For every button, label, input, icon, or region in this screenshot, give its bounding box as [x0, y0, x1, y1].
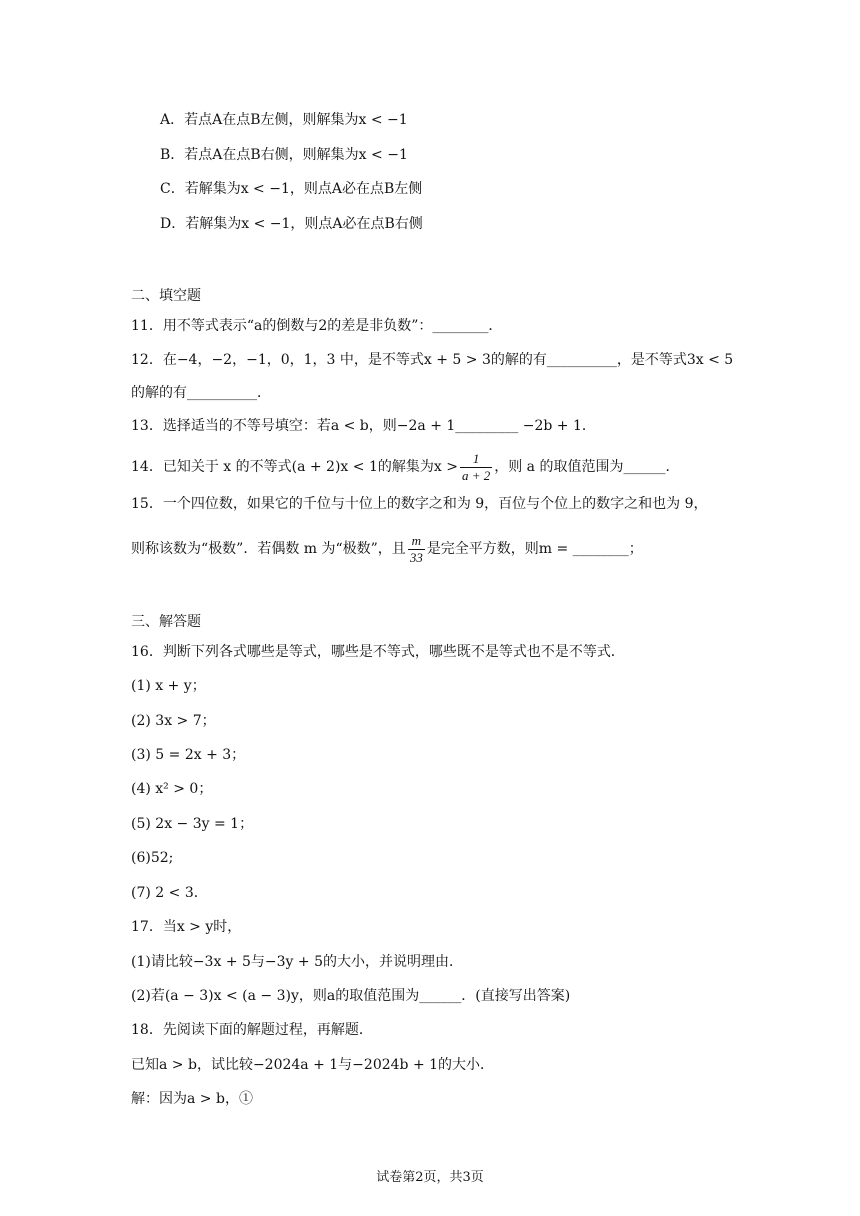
question-16: 16．判断下列各式哪些是等式，哪些是不等式，哪些既不是等式也不是不等式． — [131, 644, 625, 660]
question-11: 11．用不等式表示“a的倒数与2的差是非负数”：________． — [131, 318, 503, 334]
question-17-part-2: (2)若(a − 3)x < (a − 3)y，则a的取值范围为______．(直接写出答案) — [131, 988, 571, 1004]
fraction-numerator: 1 — [472, 450, 480, 466]
question-15-text-after: 是完全平方数，则m = ________； — [426, 541, 643, 557]
question-15-fraction — [408, 533, 425, 566]
q16-item-5: (5) 2x − 3y = 1； — [131, 816, 254, 832]
q16-item-4: (4) x² > 0； — [131, 781, 213, 797]
option-d: D．若解集为x < −1，则点A必在点B右侧 — [160, 216, 423, 232]
option-a: A．若点A在点B左侧，则解集为x < −1 — [160, 112, 408, 128]
fraction-numerator: m — [411, 532, 421, 548]
question-14 — [131, 449, 679, 485]
section-fill-blank-title: 二、填空题 — [131, 288, 201, 304]
fraction-denominator: a + 2 — [461, 467, 491, 483]
question-12-line2: 的解的有__________． — [131, 385, 271, 401]
q16-item-2: (2) 3x > 7； — [131, 713, 216, 729]
section-answer-title: 三、解答题 — [131, 614, 201, 630]
question-15-line2 — [131, 531, 643, 567]
q16-item-1: (1) x + y； — [131, 678, 206, 694]
question-18: 18．先阅读下面的解题过程，再解题． — [131, 1022, 373, 1038]
option-c: C．若解集为x < −1，则点A必在点B左侧 — [160, 181, 423, 197]
question-14-fraction — [460, 451, 492, 484]
question-14-text-after: ，则 a 的取值范围为______． — [494, 459, 680, 475]
question-13: 13．选择适当的不等号填空：若a < b，则−2a + 1_________ −2b + 1． — [131, 418, 596, 434]
question-15-line1: 15．一个四位数，如果它的千位与十位上的数字之和为 9，百位与个位上的数字之和也为 9， — [131, 496, 708, 512]
option-b: B．若点A在点B右侧，则解集为x < −1 — [160, 147, 408, 163]
question-18-given: 已知a > b，试比较−2024a + 1与−2024b + 1的大小． — [131, 1057, 495, 1073]
question-12-line1: 12．在−4，−2，−1，0，1，3 中，是不等式x + 5 > 3的解的有__________，是不等式3x < 5 — [131, 352, 734, 368]
q16-item-6: (6)52; — [131, 850, 174, 866]
question-14-text-before: 14．已知关于 x 的不等式(a + 2)x < 1的解集为x > — [131, 459, 458, 475]
question-17-part-1: (1)请比较−3x + 5与−3y + 5的大小，并说明理由． — [131, 954, 463, 970]
fraction-denominator: 33 — [409, 549, 423, 565]
q16-item-3: (3) 5 = 2x + 3； — [131, 747, 246, 763]
question-18-solution-start: 解：因为a > b，① — [131, 1091, 253, 1107]
q16-item-7: (7) 2 < 3． — [131, 885, 208, 901]
question-17: 17．当x > y时， — [131, 919, 242, 935]
page-footer: 试卷第2页，共3页 — [376, 1170, 484, 1185]
question-15-text-before: 则称该数为“极数”．若偶数 m 为“极数”，且 — [131, 541, 406, 557]
